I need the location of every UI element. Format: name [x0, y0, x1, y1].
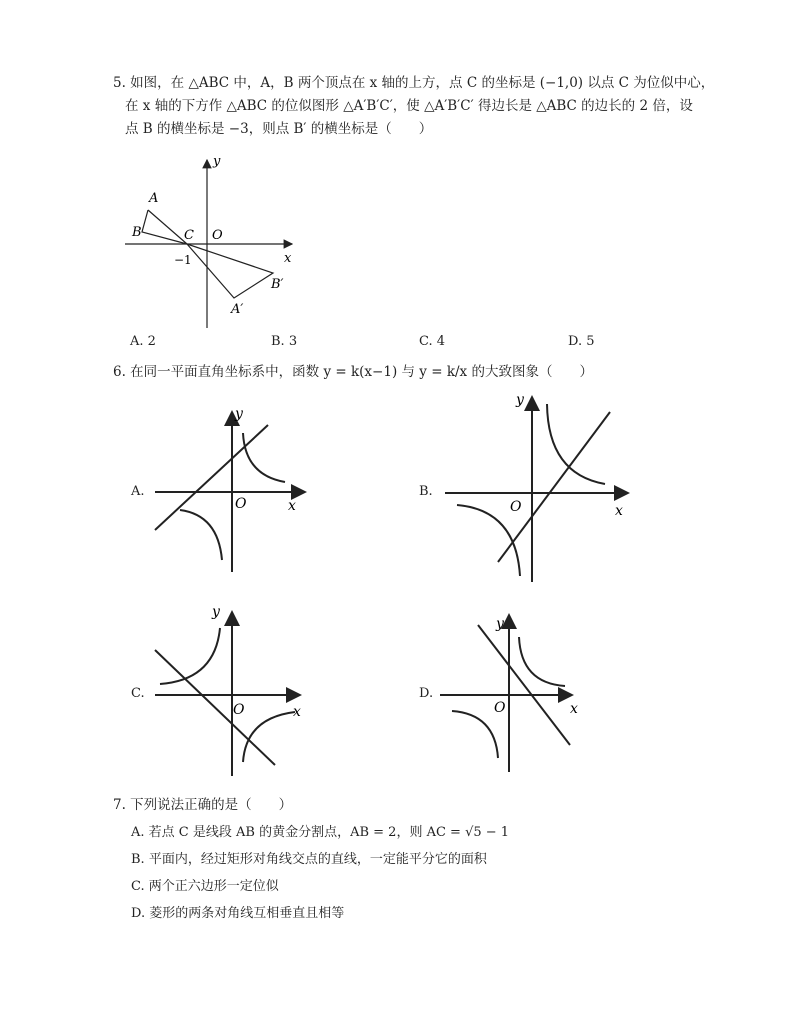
q5-triangle-a-b-c-prime: [187, 244, 273, 298]
q6-b-label-o: O: [510, 499, 522, 515]
q5-stem-line-3: 点 B 的横坐标是 −3，则点 B′ 的横坐标是（ ）: [125, 121, 433, 137]
q5-label-x: x: [284, 251, 292, 266]
q5-label-b: B: [132, 225, 142, 240]
q6-c-hyperbola-q4: [243, 712, 295, 762]
q6-c-label-y: y: [212, 604, 220, 620]
q5-label-neg1: −1: [174, 253, 192, 267]
q5-label-b-prime: B′: [271, 277, 284, 292]
q6-c-label-x: x: [293, 704, 301, 720]
q5-option-d[interactable]: D. 5: [568, 334, 595, 349]
q6-a-label-x: x: [288, 498, 296, 514]
q6-d-label-y: y: [496, 616, 504, 632]
q6-graph-b-label[interactable]: B.: [419, 484, 433, 499]
q5-label-o: O: [212, 228, 223, 243]
q6-a-label-y: y: [235, 406, 243, 422]
q6-graph-d-label[interactable]: D.: [419, 686, 434, 701]
q5-triangle-abc: [142, 210, 187, 244]
q7-option-a[interactable]: A. 若点 C 是线段 AB 的黄金分割点，AB = 2，则 AC = √5 − 1: [131, 825, 510, 840]
q6-d-label-x: x: [570, 701, 578, 717]
q6-a-label-o: O: [235, 496, 247, 512]
q6-graph-c-label[interactable]: C.: [131, 686, 145, 701]
q7-option-b[interactable]: B. 平面内，经过矩形对角线交点的直线，一定能平分它的面积: [131, 852, 487, 867]
q5-figure: [120, 150, 310, 335]
q7-option-d[interactable]: D. 菱形的两条对角线互相垂直且相等: [131, 906, 345, 921]
q6-d-label-o: O: [494, 700, 506, 716]
q5-option-a[interactable]: A. 2: [130, 334, 156, 349]
q6-stem: 6. 在同一平面直角坐标系中，函数 y = k(x−1) 与 y = k/x 的大致图象（ ）: [113, 364, 593, 380]
q6-graph-a-label[interactable]: A.: [131, 484, 145, 499]
q5-label-a-prime: A′: [231, 302, 244, 317]
q6-c-hyperbola-q2: [160, 628, 220, 684]
q7-option-c[interactable]: C. 两个正六边形一定位似: [131, 879, 279, 894]
q6-b-label-x: x: [615, 503, 623, 519]
q5-option-c[interactable]: C. 4: [419, 334, 446, 349]
q6-a-hyperbola-q3: [180, 510, 222, 560]
q6-graph-c: [150, 600, 315, 780]
q6-d-hyperbola-q1: [519, 637, 565, 686]
q6-graph-d: [440, 610, 590, 775]
q6-graph-a: [150, 400, 320, 575]
q7-stem: 7. 下列说法正确的是（ ）: [113, 797, 293, 813]
q6-b-hyperbola-q1: [547, 404, 605, 484]
q6-a-hyperbola-q1: [243, 433, 285, 482]
q6-b-hyperbola-q3: [457, 505, 520, 576]
q5-stem-line-2: 在 x 轴的下方作 △ABC 的位似图形 △A′B′C′，使 △A′B′C′ 得边长是 △ABC 的边长的 2 倍，设: [125, 98, 693, 114]
q6-c-line: [155, 650, 275, 765]
q6-a-line: [155, 425, 268, 530]
q5-option-b[interactable]: B. 3: [271, 334, 298, 349]
q5-label-a: A: [149, 191, 159, 206]
q5-stem-line-1: 5. 如图，在 △ABC 中，A，B 两个顶点在 x 轴的上方，点 C 的坐标是 (−1,0) 以点 C 为位似中心，: [113, 75, 715, 91]
q6-graph-b: [440, 392, 640, 587]
q5-label-c: C: [184, 228, 194, 243]
q6-c-label-o: O: [233, 702, 245, 718]
q6-d-hyperbola-q3: [452, 711, 498, 758]
q5-label-y: y: [213, 154, 221, 169]
q6-b-line: [498, 412, 610, 562]
q6-b-label-y: y: [516, 392, 524, 408]
